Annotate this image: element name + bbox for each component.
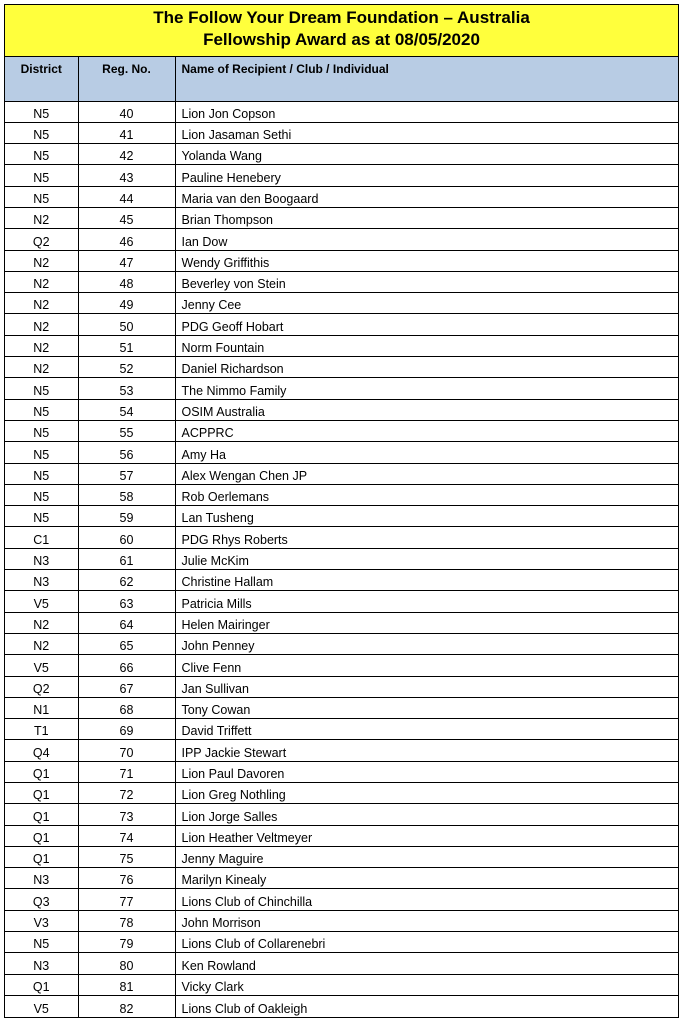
- cell-district: Q1: [5, 804, 78, 825]
- cell-district: N2: [5, 207, 78, 228]
- cell-reg-no: 49: [78, 293, 175, 314]
- table-row: [5, 570, 678, 591]
- table-row: [5, 612, 678, 633]
- cell-name: Lion Greg Nothling: [175, 783, 678, 804]
- table-row: [5, 995, 678, 1016]
- cell-name: Lan Tusheng: [175, 506, 678, 527]
- cell-name: Daniel Richardson: [175, 357, 678, 378]
- table-row: [5, 697, 678, 718]
- cell-district: Q3: [5, 889, 78, 910]
- cell-district: Q1: [5, 783, 78, 804]
- cell-district: V5: [5, 591, 78, 612]
- cell-reg-no: 75: [78, 846, 175, 867]
- table-row: [5, 633, 678, 654]
- cell-name: PDG Rhys Roberts: [175, 527, 678, 548]
- table-row: [5, 953, 678, 974]
- table-row: [5, 442, 678, 463]
- table-row: [5, 676, 678, 697]
- cell-name: Patricia Mills: [175, 591, 678, 612]
- cell-district: N5: [5, 932, 78, 953]
- cell-name: Jan Sullivan: [175, 676, 678, 697]
- cell-district: N5: [5, 506, 78, 527]
- cell-district: N5: [5, 378, 78, 399]
- cell-district: Q1: [5, 825, 78, 846]
- cell-name: Amy Ha: [175, 442, 678, 463]
- table-row: [5, 868, 678, 889]
- cell-name: Lion Jorge Salles: [175, 804, 678, 825]
- cell-name: Lion Paul Davoren: [175, 761, 678, 782]
- cell-district: N2: [5, 250, 78, 271]
- table-row: [5, 655, 678, 676]
- cell-reg-no: 67: [78, 676, 175, 697]
- cell-district: N2: [5, 612, 78, 633]
- cell-reg-no: 46: [78, 229, 175, 250]
- cell-name: Jenny Cee: [175, 293, 678, 314]
- cell-reg-no: 65: [78, 633, 175, 654]
- column-header-district: District: [5, 57, 78, 101]
- cell-district: Q4: [5, 740, 78, 761]
- cell-district: N5: [5, 463, 78, 484]
- cell-reg-no: 74: [78, 825, 175, 846]
- cell-name: John Morrison: [175, 910, 678, 931]
- table-row: [5, 825, 678, 846]
- cell-district: Q2: [5, 229, 78, 250]
- award-sheet: [4, 4, 679, 1018]
- cell-name: Lion Heather Veltmeyer: [175, 825, 678, 846]
- sheet-title: [5, 5, 678, 57]
- column-header-name: Name of Recipient / Club / Individual: [175, 57, 678, 101]
- cell-reg-no: 82: [78, 995, 175, 1016]
- cell-reg-no: 55: [78, 420, 175, 441]
- cell-reg-no: 72: [78, 783, 175, 804]
- table-row: [5, 719, 678, 740]
- cell-district: N5: [5, 101, 78, 122]
- table-row: [5, 910, 678, 931]
- cell-district: N5: [5, 122, 78, 143]
- cell-reg-no: 52: [78, 357, 175, 378]
- cell-name: Wendy Griffithis: [175, 250, 678, 271]
- table-row: [5, 314, 678, 335]
- cell-name: PDG Geoff Hobart: [175, 314, 678, 335]
- cell-name: Alex Wengan Chen JP: [175, 463, 678, 484]
- cell-name: Clive Fenn: [175, 655, 678, 676]
- cell-reg-no: 56: [78, 442, 175, 463]
- cell-reg-no: 61: [78, 548, 175, 569]
- table-row: [5, 804, 678, 825]
- cell-name: The Nimmo Family: [175, 378, 678, 399]
- cell-reg-no: 40: [78, 101, 175, 122]
- cell-district: N5: [5, 186, 78, 207]
- table-row: [5, 293, 678, 314]
- cell-name: Brian Thompson: [175, 207, 678, 228]
- table-row: [5, 484, 678, 505]
- cell-name: Norm Fountain: [175, 335, 678, 356]
- cell-reg-no: 60: [78, 527, 175, 548]
- cell-reg-no: 53: [78, 378, 175, 399]
- cell-district: Q2: [5, 676, 78, 697]
- cell-reg-no: 66: [78, 655, 175, 676]
- cell-name: Rob Oerlemans: [175, 484, 678, 505]
- cell-name: John Penney: [175, 633, 678, 654]
- cell-district: N3: [5, 548, 78, 569]
- cell-reg-no: 44: [78, 186, 175, 207]
- cell-name: IPP Jackie Stewart: [175, 740, 678, 761]
- cell-reg-no: 79: [78, 932, 175, 953]
- cell-reg-no: 59: [78, 506, 175, 527]
- cell-district: N5: [5, 399, 78, 420]
- cell-reg-no: 80: [78, 953, 175, 974]
- cell-name: Christine Hallam: [175, 570, 678, 591]
- cell-reg-no: 51: [78, 335, 175, 356]
- cell-reg-no: 48: [78, 271, 175, 292]
- cell-name: Ken Rowland: [175, 953, 678, 974]
- table-row: [5, 357, 678, 378]
- cell-name: Lion Jon Copson: [175, 101, 678, 122]
- cell-name: Lion Jasaman Sethi: [175, 122, 678, 143]
- table-row: [5, 548, 678, 569]
- cell-district: N3: [5, 953, 78, 974]
- table-row: [5, 420, 678, 441]
- cell-name: Ian Dow: [175, 229, 678, 250]
- cell-name: Pauline Henebery: [175, 165, 678, 186]
- cell-name: Beverley von Stein: [175, 271, 678, 292]
- table-row: [5, 740, 678, 761]
- cell-name: Maria van den Boogaard: [175, 186, 678, 207]
- cell-reg-no: 54: [78, 399, 175, 420]
- cell-reg-no: 50: [78, 314, 175, 335]
- cell-name: Vicky Clark: [175, 974, 678, 995]
- cell-district: V5: [5, 995, 78, 1016]
- cell-district: N2: [5, 633, 78, 654]
- cell-district: N3: [5, 868, 78, 889]
- cell-name: Yolanda Wang: [175, 144, 678, 165]
- table-body: [5, 101, 678, 1017]
- table-row: [5, 591, 678, 612]
- cell-reg-no: 81: [78, 974, 175, 995]
- cell-name: ACPPRC: [175, 420, 678, 441]
- cell-reg-no: 47: [78, 250, 175, 271]
- table-row: [5, 932, 678, 953]
- cell-district: N1: [5, 697, 78, 718]
- cell-reg-no: 43: [78, 165, 175, 186]
- cell-name: Jenny Maguire: [175, 846, 678, 867]
- cell-reg-no: 77: [78, 889, 175, 910]
- cell-district: N2: [5, 293, 78, 314]
- cell-name: Marilyn Kinealy: [175, 868, 678, 889]
- table-row: [5, 122, 678, 143]
- cell-district: N2: [5, 357, 78, 378]
- cell-name: Lions Club of Collarenebri: [175, 932, 678, 953]
- cell-district: V5: [5, 655, 78, 676]
- cell-district: N5: [5, 420, 78, 441]
- cell-reg-no: 71: [78, 761, 175, 782]
- table-row: [5, 250, 678, 271]
- fellowship-table: [5, 57, 678, 1017]
- column-header-reg-no: Reg. No.: [78, 57, 175, 101]
- table-row: [5, 271, 678, 292]
- cell-name: David Triffett: [175, 719, 678, 740]
- table-row: [5, 783, 678, 804]
- table-row: [5, 463, 678, 484]
- cell-district: N3: [5, 570, 78, 591]
- cell-district: N5: [5, 442, 78, 463]
- table-row: [5, 761, 678, 782]
- cell-district: N5: [5, 144, 78, 165]
- cell-reg-no: 73: [78, 804, 175, 825]
- cell-reg-no: 68: [78, 697, 175, 718]
- cell-district: Q1: [5, 846, 78, 867]
- cell-name: Lions Club of Oakleigh: [181, 1001, 308, 1016]
- cell-reg-no: 57: [78, 463, 175, 484]
- cell-district: Q1: [5, 974, 78, 995]
- cell-district: N5: [5, 165, 78, 186]
- table-row: [5, 186, 678, 207]
- cell-reg-no: 63: [78, 591, 175, 612]
- cell-name: Helen Mairinger: [175, 612, 678, 633]
- cell-reg-no: 58: [78, 484, 175, 505]
- table-row: [5, 335, 678, 356]
- cell-district: T1: [5, 719, 78, 740]
- cell-name: Lions Club of Chinchilla: [175, 889, 678, 910]
- cell-reg-no: 62: [78, 570, 175, 591]
- title-line-2: Fellowship Award as at 08/05/2020: [203, 30, 480, 49]
- table-row: [5, 506, 678, 527]
- table-row: [5, 846, 678, 867]
- cell-name: OSIM Australia: [175, 399, 678, 420]
- table-row: [5, 229, 678, 250]
- cell-district: N2: [5, 314, 78, 335]
- cell-reg-no: 70: [78, 740, 175, 761]
- table-row: [5, 165, 678, 186]
- cell-reg-no: 42: [78, 144, 175, 165]
- table-row: [5, 378, 678, 399]
- table-row: [5, 527, 678, 548]
- title-line-1: The Follow Your Dream Foundation – Australia: [153, 8, 530, 27]
- table-header-row: [5, 57, 678, 101]
- cell-reg-no: 41: [78, 122, 175, 143]
- table-row: [5, 974, 678, 995]
- table-row: [5, 399, 678, 420]
- cell-reg-no: 64: [78, 612, 175, 633]
- table-row: [5, 207, 678, 228]
- cell-district: N2: [5, 335, 78, 356]
- cell-name: Tony Cowan: [175, 697, 678, 718]
- cell-district: N5: [5, 484, 78, 505]
- cell-district: Q1: [5, 761, 78, 782]
- cell-district: N2: [5, 271, 78, 292]
- cell-reg-no: 78: [78, 910, 175, 931]
- table-row: [5, 889, 678, 910]
- cell-reg-no: 45: [78, 207, 175, 228]
- table-row: [5, 144, 678, 165]
- cell-name: Julie McKim: [175, 548, 678, 569]
- cell-district: V3: [5, 910, 78, 931]
- cell-reg-no: 69: [78, 719, 175, 740]
- cell-district: C1: [5, 527, 78, 548]
- cell-reg-no: 76: [78, 868, 175, 889]
- table-row: [5, 101, 678, 122]
